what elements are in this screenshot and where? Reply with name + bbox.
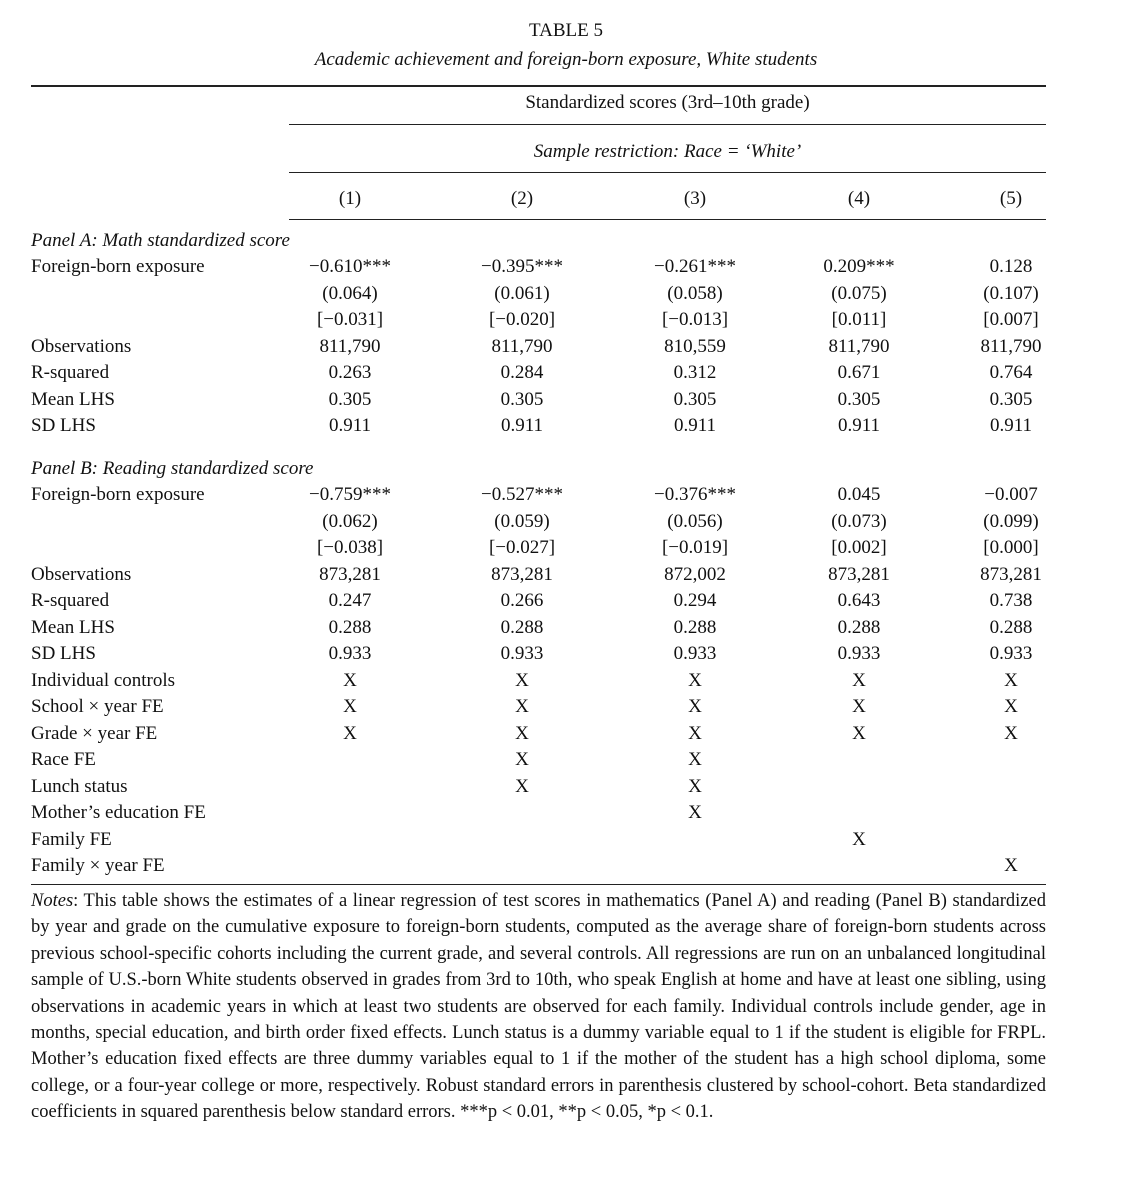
table-cell: 0.209*** [823,256,895,277]
table-cell: X [515,749,529,770]
table-cell: 0.305 [837,388,881,410]
table-cell: X [515,775,529,797]
row-label: R-squared [31,362,110,383]
table-cell: X [688,669,702,691]
table-cell: X [343,669,357,691]
notes-label: Notes [31,891,74,911]
table-cell: [−0.013] [661,309,729,330]
column-header-1: (1) [338,188,362,209]
panel-b-title: Panel B: Reading standardized score [31,458,314,479]
row-label: Observations [31,335,132,357]
sample-restriction-header: Sample restriction: Race = ‘White’ [533,141,802,162]
table-cell: 0.933 [989,643,1033,664]
table-cell: (0.056) [667,510,723,532]
table-cell: X [515,696,529,717]
table-cell: X [852,669,866,691]
table-cell: 0.933 [837,643,881,664]
row-label: Lunch status [31,775,128,797]
table-cell: X [688,775,702,797]
table-cell: 873,281 [491,563,553,585]
row-label: SD LHS [31,415,96,436]
table-cell: X [1004,722,1018,744]
table-cell: 872,002 [664,563,726,585]
row-label: School × year FE [31,696,164,717]
row-label: Observations [31,563,132,585]
row-label: Foreign-born exposure [31,256,205,277]
column-header-3: (3) [683,188,707,209]
table-cell: X [688,696,702,717]
table-cell: 0.305 [500,388,544,410]
notes-text: : This table shows the estimates of a linear regression of test scores in mathematics (Panel A) and reading (Panel B) standardized by year and grade on the cumulative exposure to foreign-born students, computed as the average share of foreign-born students across previous school-specific cohorts including the current grade, and several controls. All regressions are run on an unbalanced longitudinal sample of U.S.-born White students observed in grades from 3rd to 10th, who speak English at home and have at least one sibling, using observations in academic years in which at least two students are observed for each family. Individual controls include gender, age in months, special education, and birth order fixed effects. Lunch status is a dummy variable equal to 1 if the student is eligible for FRPL. Mother’s education fixed effects are three dummy variables equal to 1 if the mother of the student has a high school diploma, some college, or a four-year college or more, respectively. Robust standard errors in parenthesis clustered by school-cohort. Beta standardized coefficients in squared parenthesis below standard errors. ***p < 0.01, **p < 0.05, *p < 0.1. [31,891,1046,1123]
row-label: Mean LHS [31,388,115,410]
table-cell: [−0.027] [488,537,556,558]
table-cell: 0.263 [328,362,372,383]
table-cell: 811,790 [980,335,1042,357]
table-cell: X [1004,855,1018,876]
table-cell: 0.294 [673,590,717,611]
table-cell: [−0.020] [488,309,556,330]
table-cell: [0.007] [983,309,1039,330]
table-cell: 0.045 [837,484,881,505]
table-cell: 873,281 [980,563,1042,585]
row-label: Foreign-born exposure [31,484,205,505]
table-cell: 0.911 [989,415,1033,436]
table-cell: 0.933 [328,643,372,664]
table-cell: 0.933 [500,643,544,664]
table-cell: 0.643 [837,590,881,611]
table-cell: (0.107) [983,282,1039,304]
table-cell: X [515,669,529,691]
table-cell: [0.000] [983,537,1039,558]
table-cell: 0.671 [837,362,881,383]
table-cell: (0.064) [322,282,378,304]
table-cell: 810,559 [664,335,726,357]
row-label: SD LHS [31,643,96,664]
table-cell: X [688,722,702,744]
row-label: Mean LHS [31,616,115,638]
table-cell: 0.284 [500,362,544,383]
table-cell: X [343,696,357,717]
table-cell: (0.062) [322,510,378,532]
header-rule-2 [289,172,1046,173]
table-cell: 811,790 [828,335,890,357]
table-cell: −0.007 [984,484,1038,505]
table-cell: −0.376*** [654,484,736,505]
row-label: Family FE [31,828,112,850]
column-header-4: (4) [847,188,871,209]
table-cell: 0.288 [500,616,544,638]
table-title: TABLE 5 [529,20,603,41]
header-rule-1 [289,124,1046,125]
table-cell: 0.933 [673,643,717,664]
table-cell: 0.911 [500,415,544,436]
dependent-variable-header: Standardized scores (3rd–10th grade) [525,92,810,113]
table-cell: X [852,828,866,850]
table-cell: (0.099) [983,510,1039,532]
table-cell: [0.011] [831,309,887,330]
column-header-rule [289,219,1046,220]
table-cell: X [852,722,866,744]
table-cell: (0.061) [494,282,550,304]
table-cell: 0.911 [328,415,372,436]
table-cell: 0.305 [989,388,1033,410]
table-cell: 0.911 [837,415,881,436]
table-cell: (0.058) [667,282,723,304]
table-cell: [0.002] [831,537,887,558]
row-label: R-squared [31,590,110,611]
table-notes [31,888,1046,1126]
table-cell: X [688,749,702,770]
table-cell: [−0.031] [316,309,384,330]
table-cell: −0.261*** [654,256,736,277]
table-cell: (0.059) [494,510,550,532]
table-cell: 0.266 [500,590,544,611]
top-rule [31,85,1046,87]
table-cell: 0.128 [989,256,1033,277]
table-cell: 0.305 [673,388,717,410]
row-label: Family × year FE [31,855,165,876]
table-cell: X [1004,696,1018,717]
column-header-5: (5) [999,188,1023,209]
table-cell: [−0.019] [661,537,729,558]
table-cell: 873,281 [319,563,381,585]
table-cell: −0.610*** [309,256,391,277]
table-cell: 811,790 [491,335,553,357]
panel-a-title: Panel A: Math standardized score [31,230,290,251]
table-cell: 0.288 [328,616,372,638]
table-cell: −0.759*** [309,484,391,505]
row-label: Race FE [31,749,96,770]
row-label: Individual controls [31,669,176,691]
table-cell: 0.288 [673,616,717,638]
table-cell: 811,790 [319,335,381,357]
table-cell: X [688,802,702,823]
table-cell: 0.312 [673,362,717,383]
table-cell: 0.288 [837,616,881,638]
table-cell: X [515,722,529,744]
table-cell: [−0.038] [316,537,384,558]
row-label: Mother’s education FE [31,802,206,823]
table-cell: X [1004,669,1018,691]
table-cell: X [343,722,357,744]
table-cell: 0.305 [328,388,372,410]
table-subtitle: Academic achievement and foreign-born exposure, White students [314,49,818,70]
table-cell: 873,281 [828,563,890,585]
table-cell: 0.911 [673,415,717,436]
table-cell: −0.527*** [481,484,563,505]
table-cell: 0.288 [989,616,1033,638]
column-header-2: (2) [510,188,534,209]
table-cell: 0.738 [989,590,1033,611]
table-cell: (0.073) [831,510,887,532]
table-cell: (0.075) [831,282,887,304]
table-cell: −0.395*** [481,256,563,277]
bottom-rule [31,884,1046,885]
table-cell: 0.764 [989,362,1033,383]
table-cell: 0.247 [328,590,372,611]
row-label: Grade × year FE [31,722,158,744]
table-cell: X [852,696,866,717]
